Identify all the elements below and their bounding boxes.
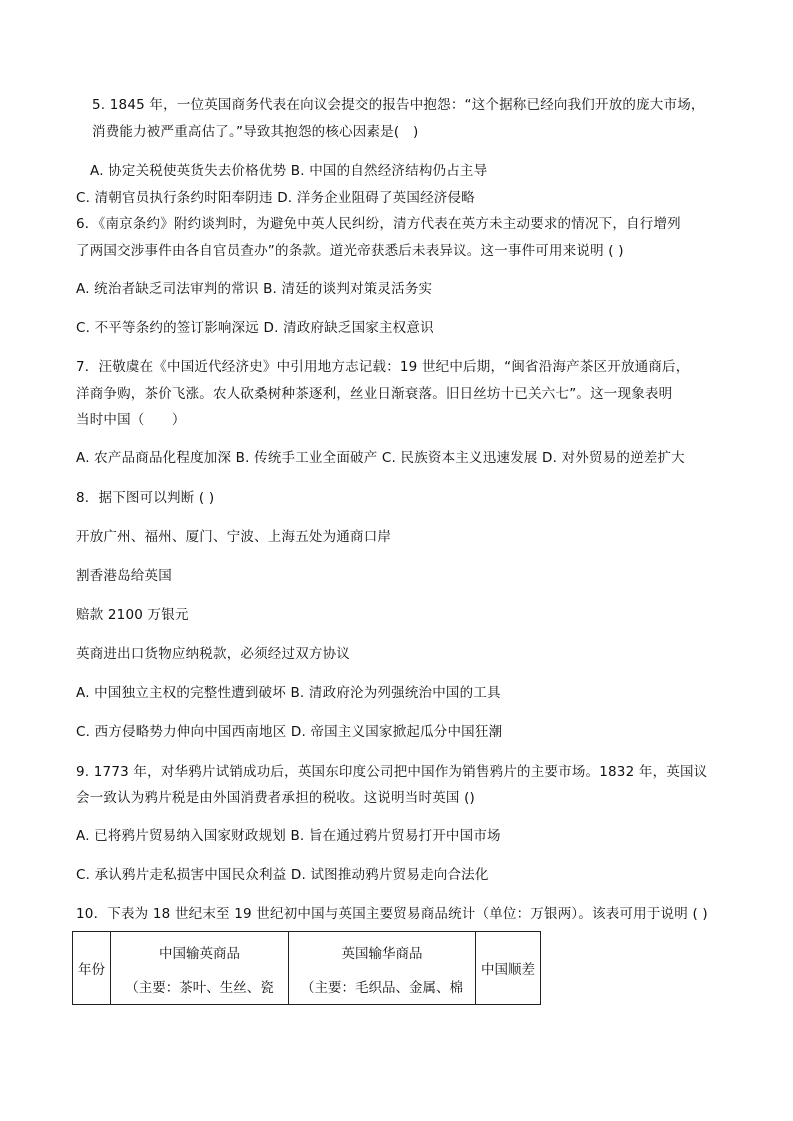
table-header-uk-exports [289, 932, 476, 1005]
q6-stem-line1: 6．《南京条约》附约谈判时，为避免中英人民纠纷，清方代表在英方未主动要求的情况下，自行增列 [76, 216, 681, 232]
q7-stem-line1: 7．汪敬虞在《中国近代经济史》中引用地方志记载：19 世纪中后期，“闽省沿海产茶区开放通商后， [76, 359, 690, 375]
table-header-uk-exports-title: 英国输华商品 [341, 946, 423, 962]
q7-stem-line3: 当时中国（ ） [76, 412, 186, 428]
q8-figure-item4: 英商进出口货物应纳税款，必须经过双方协议 [76, 646, 350, 662]
q6-options-line2: C. 不平等条约的签订影响深远 D. 清政府缺乏国家主权意识 [76, 320, 434, 336]
q9-options-line2: C. 承认鸦片走私损害中国民众利益 D. 试图推动鸦片贸易走向合法化 [76, 867, 489, 883]
table-header-surplus: 中国顺差 [476, 932, 541, 1005]
table-header-uk-exports-sub: （主要：毛织品、金属、棉 [301, 980, 463, 996]
q7-options-line1: A. 农产品商品化程度加深 B. 传统手工业全面破产 C. 民族资本主义迅速发展 D. 对外贸易的逆差扩大 [76, 450, 685, 466]
q5-stem-line1: 5. 1845 年，一位英国商务代表在向议会提交的报告中抱怨：“这个据称已经向我们开放的庞大市场， [92, 97, 705, 113]
q5-stem-line2: 消费能力被严重高估了。”导致其抱怨的核心因素是( ) [92, 124, 419, 140]
q8-options-line2: C. 西方侵略势力伸向中国西南地区 D. 帝国主义国家掀起瓜分中国狂潮 [76, 724, 503, 740]
q8-figure-item2: 割香港岛给英国 [76, 568, 172, 584]
q7-stem-line2: 洋商争购，茶价飞涨。农人砍桑树种茶逐利，丝业日渐衰落。旧日丝坊十已关六七”。这一现象表明 [76, 386, 673, 402]
q5-options-line2: C. 清朝官员执行条约时阳奉阴违 D. 洋务企业阻碍了英国经济侵略 [76, 190, 475, 206]
table-header-cn-exports-sub: （主要：茶叶、生丝、瓷 [125, 980, 274, 996]
q8-stem-line1: 8．据下图可以判断 ( ) [76, 490, 215, 506]
q10-trade-table [72, 931, 541, 1005]
table-header-cn-exports [111, 932, 289, 1005]
q8-figure-item1: 开放广州、福州、厦门、宁波、上海五处为通商口岸 [76, 529, 392, 545]
q5-options-line1: A. 协定关税使英货失去价格优势 B. 中国的自然经济结构仍占主导 [90, 163, 488, 179]
q6-stem-line2: 了两国交涉事件由各自官员查办”的条款。道光帝获悉后未表异议。这一事件可用来说明 ( ) [76, 243, 624, 259]
q8-figure-item3: 赔款 2100 万银元 [76, 607, 189, 623]
q8-options-line1: A. 中国独立主权的完整性遭到破坏 B. 清政府沦为列强统治中国的工具 [76, 685, 501, 701]
q9-stem-line1: 9. 1773 年，对华鸦片试销成功后，英国东印度公司把中国作为销售鸦片的主要市场。1832 年，英国议 [76, 764, 708, 780]
table-header-row [73, 932, 541, 1005]
q10-stem-line1: 10．下表为 18 世纪末至 19 世纪初中国与英国主要贸易商品统计（单位：万银两）。该表可用于说明 ( ) [76, 906, 708, 922]
table-header-year: 年份 [73, 932, 111, 1005]
q9-options-line1: A. 已将鸦片贸易纳入国家财政规划 B. 旨在通过鸦片贸易打开中国市场 [76, 828, 501, 844]
q9-stem-line2: 会一致认为鸦片税是由外国消费者承担的税收。这说明当时英国 () [76, 790, 476, 806]
q6-options-line1: A. 统治者缺乏司法审判的常识 B. 清廷的谈判对策灵活务实 [76, 281, 433, 297]
table-header-cn-exports-title: 中国输英商品 [159, 946, 240, 962]
